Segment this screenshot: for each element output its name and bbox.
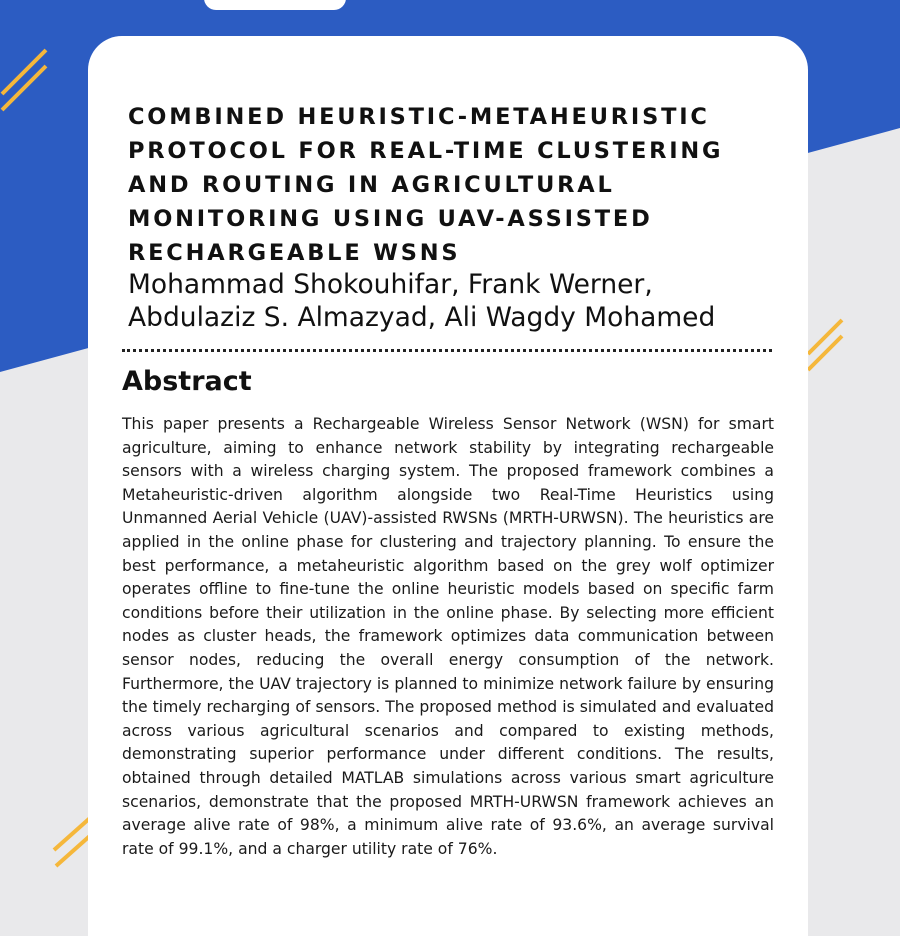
abstract-body: This paper presents a Rechargeable Wireless Sensor Network (WSN) for smart agriculture, aiming to enhance network stability by integrating rechargeable sensors with a wireless charging system. The proposed framework combines a Metaheuristic-driven algorithm alongside two Real-Time Heuristics using Unmanned Aerial Vehicle (UAV)-assisted RWSNs (MRTH-URWSN). The heuristics are applied in the online phase for clustering and trajectory planning. To ensure the best performance, a metaheuristic algorithm based on the grey wolf optimizer operates offline to fine-tune the online heuristic models based on specific farm conditions before their utilization in the online phase. By selecting more efficient nodes as cluster heads, the framework optimizes data communication between sensor nodes, reducing the overall energy consumption of the network. Furthermore, the UAV trajectory is planned to minimize network failure by ensuring the timely recharging of sensors. The proposed method is simulated and evaluated across various agricultural scenarios and compared to existing methods, demonstrating superior performance under different conditions. The results, obtained through detailed MATLAB simulations across various smart agriculture scenarios, demonstrate that the proposed MRTH-URWSN framework achieves an average alive rate of 98%, a minimum alive rate of 93.6%, an average survival rate of 99.1%, and a charger utility rate of 76%. [122,415,774,858]
paper-authors: Mohammad Shokouhifar, Frank Werner, Abdulaziz S. Almazyad, Ali Wagdy Mohamed [128,269,716,333]
dotted-divider [122,349,772,352]
abstract-heading: Abstract [122,366,252,397]
paper-title: COMBINED HEURISTIC-METAHEURISTIC PROTOCOL FOR REAL-TIME CLUSTERING AND ROUTING IN AGRICULTURAL MONITORING USING UAV-ASSISTED RECHARGEABLE WSNS [128,104,724,266]
top-tab-decoration [204,0,346,10]
decorative-stripes-top-left [0,44,54,114]
decorative-stripes-right [806,316,846,372]
